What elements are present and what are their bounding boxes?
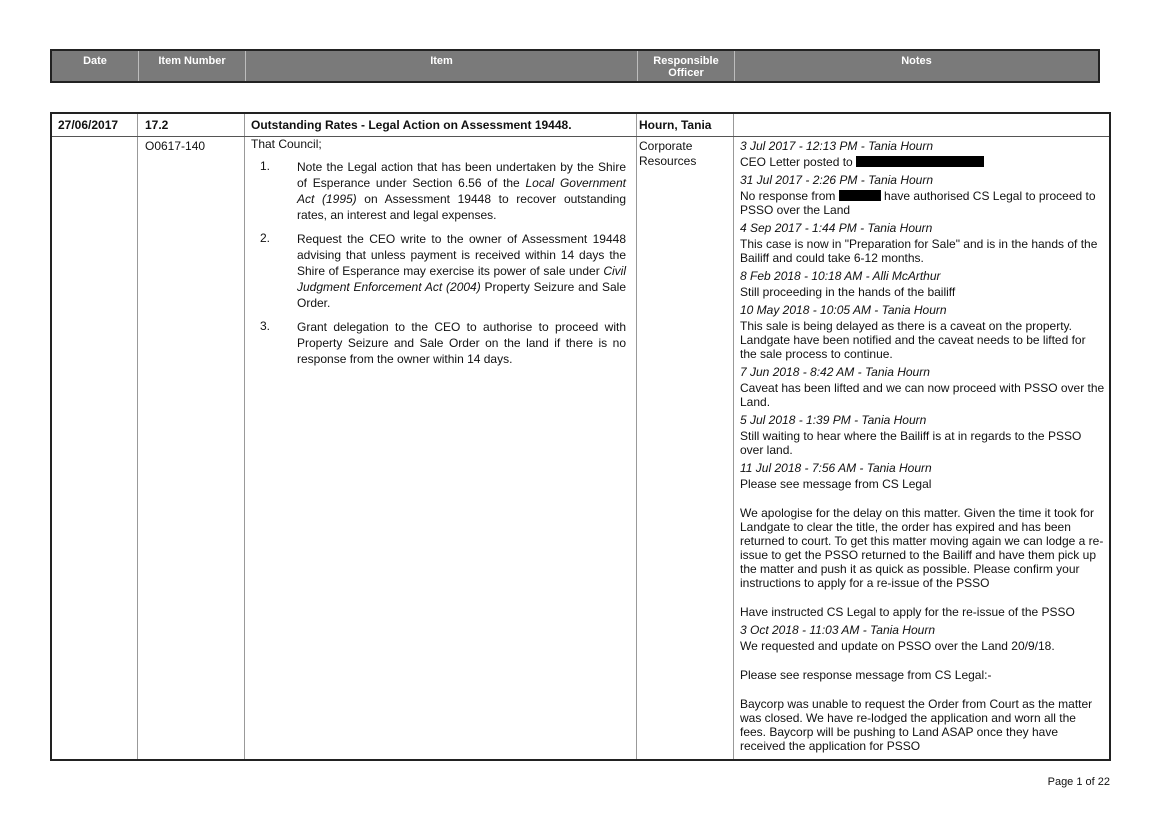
action-record-table xyxy=(50,112,1111,761)
responsible-department: Corporate Resources xyxy=(639,139,697,168)
note-timestamp: 4 Sep 2017 - 1:44 PM - Tania Hourn xyxy=(740,221,933,235)
note-body: Still proceeding in the hands of the bailiff xyxy=(740,285,956,299)
note-entry xyxy=(740,412,1105,457)
note-body: Have instructed CS Legal to apply for the re-issue of the PSSO xyxy=(740,605,1075,619)
resolution-item: 1. Note the Legal action that has been undertaken by the Shire of Esperance under Section 6.56 of the Local Government Act (1995) on Assessment 19448 to recover outstanding rates, an interest and legal expenses. xyxy=(260,159,626,222)
note-body: This sale is being delayed as there is a caveat on the property. Landgate have been notified and the caveat needs to be lifted for the sale process to continue. xyxy=(740,319,1086,361)
note-body: Please see response message from CS Legal:- xyxy=(740,668,992,682)
note-timestamp: 7 Jun 2018 - 8:42 AM - Tania Hourn xyxy=(740,365,930,379)
record-officer: Hourn, Tania xyxy=(639,118,712,132)
redaction-block xyxy=(856,156,984,167)
note-body: We requested and update on PSSO over the Land 20/9/18. xyxy=(740,639,1055,653)
note-message xyxy=(740,668,1105,753)
note-timestamp: 10 May 2018 - 10:05 AM - Tania Hourn xyxy=(740,303,947,317)
note-entry xyxy=(740,268,1105,299)
resolution-list xyxy=(251,159,626,367)
note-body: No response from have authorised CS Legal to proceed to PSSO over the Land xyxy=(740,189,1096,217)
record-title: Outstanding Rates - Legal Action on Assessment 19448. xyxy=(251,118,572,132)
note-body: Please see message from CS Legal xyxy=(740,477,932,491)
note-entry xyxy=(740,138,1105,169)
resolution-item: 3. Grant delegation to the CEO to authorise to proceed with Property Seizure and Sale Order on the land if there is no response from the owner within 14 days. xyxy=(260,319,626,366)
record-date: 27/06/2017 xyxy=(58,118,119,132)
resolution-item: 2. Request the CEO write to the owner of Assessment 19448 advising that unless payment is received within 14 days the Shire of Esperance may exercise its power of sale under Civil Judgment Enforcement Act (2004) Property Seizure and Sale Order. xyxy=(260,231,626,310)
header-date: Date xyxy=(83,55,107,67)
note-body: CEO Letter posted to xyxy=(740,155,1105,169)
header-item-number: Item Number xyxy=(158,55,226,67)
note-body: Baycorp was unable to request the Order from Court as the matter was closed. We have re-lodged the application and worn all the fees. Baycorp will be pushing to Land ASAP once they have received the application for PSSO xyxy=(740,697,1093,753)
note-entry xyxy=(740,364,1105,409)
note-body: We apologise for the delay on this matter. Given the time it took for Landgate to clear the title, the order has expired and has been returned to court. To get this matter moving again we can lodge a re-issue to get the PSSO returned to the Bailiff and have them pick up the matter and push it as quick as possible. Please confirm your instructions to apply for a re-issue of the PSSO xyxy=(740,506,1104,590)
note-timestamp: 3 Oct 2018 - 11:03 AM - Tania Hourn xyxy=(740,623,935,637)
note-message xyxy=(740,506,1105,619)
redaction-block xyxy=(839,190,881,201)
note-entry xyxy=(740,220,1105,265)
resolution-intro: That Council; xyxy=(251,137,322,151)
page-number: Page 1 of 22 xyxy=(1047,776,1110,788)
note-body: Caveat has been lifted and we can now proceed with PSSO over the Land. xyxy=(740,381,1105,409)
header-notes: Notes xyxy=(901,55,932,67)
record-item-number: 17.2 xyxy=(145,118,169,132)
note-timestamp: 31 Jul 2017 - 2:26 PM - Tania Hourn xyxy=(740,173,934,187)
record-title-row xyxy=(52,114,1109,137)
note-timestamp: 8 Feb 2018 - 10:18 AM - Alli McArthur xyxy=(740,269,941,283)
note-body: Still waiting to hear where the Bailiff is at in regards to the PSSO over land. xyxy=(740,429,1082,457)
note-body: This case is now in "Preparation for Sale" and is in the hands of the Bailiff and could take 6-12 months. xyxy=(740,237,1098,265)
note-timestamp: 3 Jul 2017 - 12:13 PM - Tania Hourn xyxy=(740,139,934,153)
resolution-text xyxy=(251,137,626,375)
header-item: Item xyxy=(430,55,453,67)
notes-log xyxy=(740,138,1105,756)
note-entry xyxy=(740,302,1105,361)
note-timestamp: 5 Jul 2018 - 1:39 PM - Tania Hourn xyxy=(740,413,927,427)
note-entry xyxy=(740,172,1105,217)
record-reference: O0617-140 xyxy=(145,139,206,153)
column-header-bar xyxy=(50,49,1100,83)
note-entry xyxy=(740,460,1105,491)
note-timestamp: 11 Jul 2018 - 7:56 AM - Tania Hourn xyxy=(740,461,932,475)
note-entry xyxy=(740,622,1105,653)
header-responsible-officer: Responsible Officer xyxy=(653,55,719,79)
